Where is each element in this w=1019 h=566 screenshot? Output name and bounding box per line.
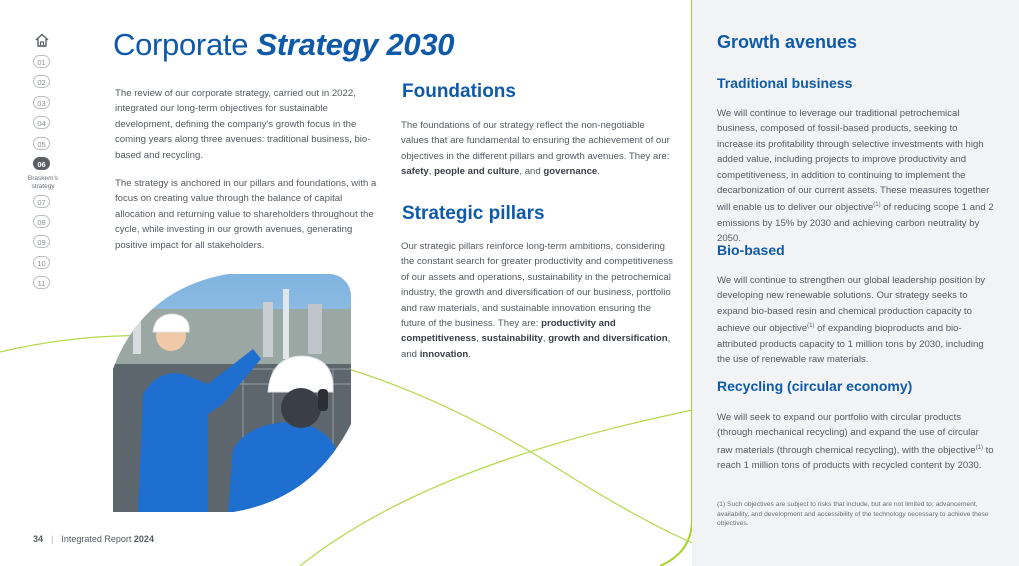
recycling-text-a: We will seek to expand our portfolio with circular products (through mechanical recycling) and expand the use of circular raw materials (through chemical recycling), with the objective xyxy=(717,412,979,456)
recycling-heading: Recycling (circular economy) xyxy=(717,378,913,394)
intro-paragraph-2: The strategy is anchored in our pillars and foundations, with a focus on creating value through the balance of capital allocation and returning value to shareholders throughout the cycle, while investing in our growth avenues, generating positive impact for all stakeholders. xyxy=(115,178,377,251)
pillars-body: Our strategic pillars reinforce long-term ambitions, considering the constant search for greater productivity and competitiveness of our assets and operations, sustainability in the petrochemical industry, the growth and diversification of our business, portfolio and raw materials, and sustainable innovation ensuring the future of the business. They are: xyxy=(401,241,673,330)
nav-item-01[interactable]: 01 xyxy=(33,55,50,68)
home-icon[interactable] xyxy=(34,32,50,48)
nav-item-02[interactable]: 02 xyxy=(33,75,50,88)
biobased-heading: Bio-based xyxy=(717,242,785,258)
title-light: Corporate xyxy=(113,27,249,62)
traditional-text xyxy=(717,106,996,247)
traditional-text-b: of reducing scope 1 and 2 emissions by 15% by 2030 and achieving carbon neutrality by 2050. xyxy=(717,202,994,245)
biobased-text-b: of expanding bioproducts and bio-attributed products capacity to 1 million tons by 2030, including the use of renewable raw materials. xyxy=(717,323,984,366)
foundations-text: The foundations of our strategy reflect the non-negotiable values that are fundamental to ensuring the achievement of our objectives in the different pillars and growth avenues. They are: safety, people and culture, and governance. xyxy=(401,120,670,178)
nav-item-11[interactable]: 11 xyxy=(33,276,50,289)
pillar-sustainability: sustainability xyxy=(481,333,543,345)
nav-item-07[interactable]: 07 xyxy=(33,195,50,208)
recycling-text xyxy=(717,410,996,474)
footnote-ref: (1) xyxy=(807,323,815,330)
report-year: 2024 xyxy=(133,534,154,544)
nav-item-08[interactable]: 08 xyxy=(33,215,50,228)
report-name: Integrated Report xyxy=(61,534,132,544)
nav-item-09[interactable]: 09 xyxy=(33,235,50,248)
pillar-productivity: productivity and competitiveness xyxy=(401,318,616,345)
traditional-text-a: We will continue to leverage our traditional petrochemical business, composed of fossil-based products, seeking to increase its profitability through selective investments with high added value, including projects to improve productivity and competitiveness, in addition to continuing to implement the decarbonization of our current assets. These measures together will enable us to deliver our objective xyxy=(717,108,990,214)
nav-active-label: Braskem's strategy xyxy=(27,175,59,190)
recycling-text-b: to reach 1 million tons of products with recycled content by 2030. xyxy=(717,445,994,472)
nav-item-10[interactable]: 10 xyxy=(33,256,50,269)
footnote: (1) Such objectives are subject to risks that include, but are not limited to: advancement, availability, and development and accessibility of the technology necessary to achieve these objectives. xyxy=(717,501,989,528)
page-title xyxy=(113,27,454,63)
pillars-text: Our strategic pillars reinforce long-term ambitions, considering the constant search for greater productivity and competitiveness of our assets and operations, sustainability in the petrochemical industry, the growth and diversification of our business, portfolio and raw materials, and sustainable innovation ensuring the future of the business. They are: productivity and competitiveness, sustainability, growth and diversification, and innovation. xyxy=(401,241,673,360)
footnote-ref: (1) xyxy=(975,444,983,451)
pillars-heading: Strategic pillars xyxy=(402,203,545,224)
page-footer: 34 | Integrated Report 2024 xyxy=(33,534,154,544)
biobased-text xyxy=(717,273,996,368)
biobased-text-a: We will continue to strengthen our global leadership position by developing new renewable solutions. Our strategy seeks to expand bio-based resin and chemical production capacity to achieve our objective xyxy=(717,275,986,335)
footnote-ref: (1) xyxy=(873,202,881,209)
foundation-people: people and culture xyxy=(434,166,520,178)
nav-item-05[interactable]: 05 xyxy=(33,137,50,150)
nav-item-06[interactable]: 06 xyxy=(33,157,50,170)
foundations-body: The foundations of our strategy reflect the non-negotiable values that are fundamental to ensuring the achievement of our objectives in the different pillars and growth avenues. They are: xyxy=(401,120,670,162)
title-bold: Strategy 2030 xyxy=(256,27,455,62)
foundations-heading: Foundations xyxy=(402,81,516,102)
pillar-innovation: innovation xyxy=(419,348,469,360)
growth-heading: Growth avenues xyxy=(717,32,858,52)
nav-item-03[interactable]: 03 xyxy=(33,96,50,109)
intro-paragraph-1: The review of our corporate strategy, carried out in 2022, integrated our long-term objectives for sustainable development, defining the company's growth focus in the coming years along three avenues: traditional business, bio-based and recycling. xyxy=(115,88,371,161)
page-number: 34 xyxy=(33,534,44,544)
foundation-governance: governance xyxy=(543,166,598,178)
nav-item-04[interactable]: 04 xyxy=(33,116,50,129)
traditional-heading: Traditional business xyxy=(717,75,853,91)
foundation-safety: safety xyxy=(401,166,429,178)
pillar-growth: growth and diversification xyxy=(548,333,668,345)
